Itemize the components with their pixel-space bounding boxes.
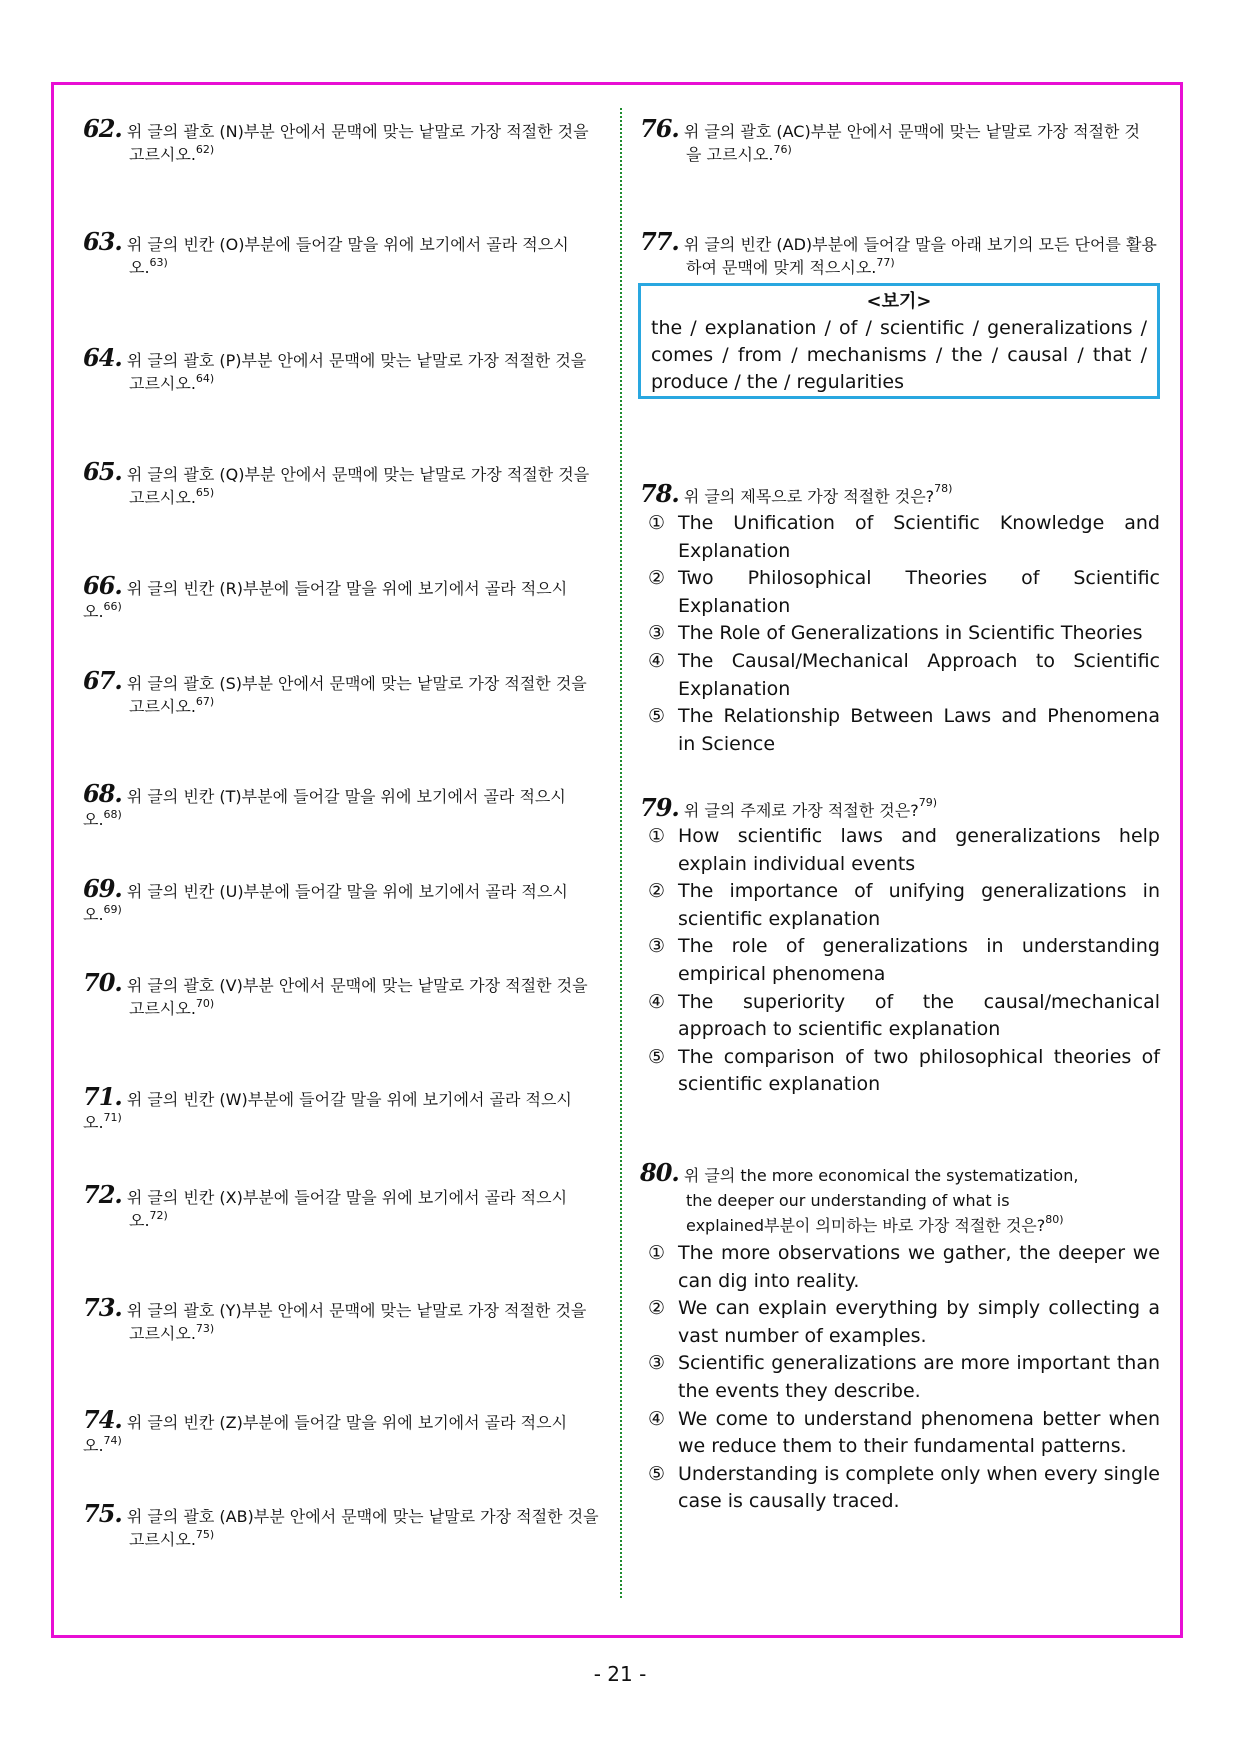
footnote-ref: 65) bbox=[195, 486, 215, 499]
question-number: 75. bbox=[83, 1499, 122, 1528]
option-text: The Relationship Between Laws and Phenomena in Science bbox=[678, 705, 1160, 755]
option-marker: ③ bbox=[648, 935, 666, 958]
option-text: The more observations we gather, the deeper we can dig into reality. bbox=[678, 1242, 1160, 1292]
question-text: 위 글의 제목으로 가장 적절한 것은? bbox=[683, 487, 935, 506]
question-78 bbox=[640, 479, 1160, 508]
question-text-cont: 고르시오. bbox=[129, 145, 196, 164]
question-72 bbox=[83, 1180, 603, 1232]
question-number: 76. bbox=[640, 114, 679, 143]
option-text: The importance of unifying generalizations in scientific explanation bbox=[678, 880, 1160, 930]
option-5[interactable] bbox=[648, 1044, 1160, 1099]
question-65 bbox=[83, 457, 603, 509]
bogi-title: <보기> bbox=[866, 291, 932, 312]
question-text: 위 글의 괄호 (V)부분 안에서 문맥에 맞는 낱말로 가장 적절한 것을 bbox=[126, 976, 588, 995]
footnote-ref: 74) bbox=[103, 1434, 122, 1447]
question-text-cont: 하여 문맥에 맞게 적으시오. bbox=[686, 258, 877, 277]
option-marker: ② bbox=[648, 567, 666, 590]
question-71 bbox=[83, 1082, 603, 1134]
question-text: 위 글의 the more economical the systematization, bbox=[683, 1166, 1079, 1185]
question-70 bbox=[83, 968, 603, 1020]
footnote-ref: 78) bbox=[934, 482, 953, 495]
option-marker: ⑤ bbox=[648, 705, 666, 728]
page-number: - 21 - bbox=[593, 1662, 647, 1686]
question-number: 67. bbox=[83, 666, 122, 695]
footnote-ref: 69) bbox=[103, 903, 122, 916]
option-2[interactable] bbox=[648, 565, 1160, 620]
question-text: 위 글의 빈칸 (O)부분에 들어갈 말을 위에 보기에서 골라 적으시 bbox=[126, 235, 569, 254]
option-text: The superiority of the causal/mechanical approach to scientific explanation bbox=[678, 990, 1160, 1041]
question-text: 위 글의 괄호 (AC)부분 안에서 문맥에 맞는 낱말로 가장 적절한 것 bbox=[683, 122, 1140, 141]
option-marker: ① bbox=[648, 825, 666, 847]
option-2[interactable] bbox=[648, 878, 1160, 933]
question-text: 위 글의 빈칸 (X)부분에 들어갈 말을 위에 보기에서 골라 적으시 bbox=[126, 1188, 568, 1207]
footnote-ref: 80) bbox=[1045, 1213, 1064, 1226]
footnote-ref: 75) bbox=[195, 1528, 215, 1541]
bogi-words: the / explanation / of / scientific / generalizations / comes / from / mechanisms / the / causal / that / produce / the / regularities bbox=[651, 317, 1147, 393]
question-66 bbox=[83, 571, 603, 623]
option-3[interactable] bbox=[648, 933, 1160, 988]
option-marker: ④ bbox=[648, 649, 666, 672]
bogi-box bbox=[638, 283, 1160, 399]
footnote-ref: 67) bbox=[195, 695, 215, 708]
option-1[interactable] bbox=[648, 510, 1160, 565]
question-76 bbox=[640, 114, 1160, 166]
footnote-ref: 68) bbox=[103, 808, 122, 821]
option-1[interactable] bbox=[648, 823, 1160, 878]
question-63 bbox=[83, 227, 603, 279]
question-number: 66. bbox=[83, 571, 122, 600]
question-number: 78. bbox=[640, 479, 679, 508]
option-marker: ④ bbox=[648, 990, 666, 1013]
footnote-ref: 71) bbox=[103, 1111, 122, 1124]
question-67 bbox=[83, 666, 603, 718]
options-80 bbox=[648, 1240, 1160, 1516]
column-divider bbox=[620, 108, 622, 1598]
option-text: Scientific generalizations are more important than the events they describe. bbox=[678, 1352, 1160, 1402]
option-text: Understanding is complete only when every single case is causally traced. bbox=[678, 1462, 1160, 1513]
option-3[interactable] bbox=[648, 1350, 1160, 1405]
question-69 bbox=[83, 874, 603, 926]
question-77 bbox=[640, 227, 1160, 279]
question-73 bbox=[83, 1293, 603, 1345]
footnote-ref: 73) bbox=[195, 1322, 215, 1335]
question-text: 위 글의 빈칸 (T)부분에 들어갈 말을 위에 보기에서 골라 적으시오. bbox=[83, 787, 566, 829]
option-marker: ③ bbox=[648, 622, 666, 645]
footnote-ref: 64) bbox=[195, 372, 215, 385]
question-80 bbox=[640, 1160, 1160, 1238]
question-number: 63. bbox=[83, 227, 122, 256]
question-text-cont: 고르시오. bbox=[129, 488, 196, 507]
option-2[interactable] bbox=[648, 1295, 1160, 1350]
option-text: We can explain everything by simply collecting a vast number of examples. bbox=[678, 1297, 1160, 1347]
question-text: 위 글의 괄호 (N)부분 안에서 문맥에 맞는 낱말로 가장 적절한 것을 bbox=[126, 122, 589, 141]
question-62 bbox=[83, 114, 603, 166]
question-number: 73. bbox=[83, 1293, 122, 1322]
question-74 bbox=[83, 1405, 603, 1457]
question-text: 위 글의 괄호 (S)부분 안에서 문맥에 맞는 낱말로 가장 적절한 것을 bbox=[126, 674, 587, 693]
question-number: 62. bbox=[83, 114, 122, 143]
question-text: 위 글의 괄호 (Y)부분 안에서 문맥에 맞는 낱말로 가장 적절한 것을 bbox=[126, 1301, 587, 1320]
question-number: 71. bbox=[83, 1082, 122, 1111]
option-5[interactable] bbox=[648, 1461, 1160, 1516]
option-marker: ④ bbox=[648, 1407, 666, 1430]
option-marker: ③ bbox=[648, 1352, 666, 1375]
option-4[interactable] bbox=[648, 1406, 1160, 1461]
option-text: The comparison of two philosophical theories of scientific explanation bbox=[678, 1045, 1160, 1096]
question-text-cont: 오. bbox=[129, 1211, 150, 1230]
footnote-ref: 77) bbox=[876, 256, 895, 269]
question-75 bbox=[83, 1499, 603, 1551]
option-text: The Role of Generalizations in Scientific Theories bbox=[678, 622, 1143, 645]
question-79 bbox=[640, 793, 1160, 822]
option-text: We come to understand phenomena better when we reduce them to their fundamental patterns. bbox=[678, 1407, 1160, 1458]
question-text: 위 글의 빈칸 (W)부분에 들어갈 말을 위에 보기에서 골라 적으시오. bbox=[83, 1090, 572, 1132]
footnote-ref: 62) bbox=[195, 143, 215, 156]
question-number: 69. bbox=[83, 874, 122, 903]
footnote-ref: 72) bbox=[149, 1209, 168, 1222]
footnote-ref: 76) bbox=[773, 143, 792, 156]
option-marker: ① bbox=[648, 512, 666, 534]
question-number: 74. bbox=[83, 1405, 122, 1434]
option-text: The Causal/Mechanical Approach to Scientific Explanation bbox=[678, 649, 1160, 700]
option-4[interactable] bbox=[648, 648, 1160, 703]
option-1[interactable] bbox=[648, 1240, 1160, 1295]
question-number: 64. bbox=[83, 343, 122, 372]
question-text-cont: 고르시오. bbox=[129, 1530, 196, 1549]
option-text: The role of generalizations in understanding empirical phenomena bbox=[678, 935, 1160, 985]
option-3[interactable] bbox=[648, 620, 1160, 648]
question-text: 위 글의 빈칸 (R)부분에 들어갈 말을 위에 보기에서 골라 적으시오. bbox=[83, 579, 568, 621]
question-number: 65. bbox=[83, 457, 122, 486]
question-text-cont: 을 고르시오. bbox=[686, 145, 774, 164]
question-number: 80. bbox=[640, 1158, 679, 1187]
option-marker: ⑤ bbox=[648, 1045, 666, 1068]
question-text: 위 글의 괄호 (AB)부분 안에서 문맥에 맞는 낱말로 가장 적절한 것을 bbox=[126, 1507, 599, 1526]
question-text: 위 글의 빈칸 (AD)부분에 들어갈 말을 아래 보기의 모든 단어를 활용 bbox=[683, 235, 1157, 254]
option-text: The Unification of Scientific Knowledge and Explanation bbox=[678, 512, 1160, 562]
options-78 bbox=[648, 510, 1160, 758]
question-text-cont: 오. bbox=[129, 258, 150, 277]
question-64 bbox=[83, 343, 603, 395]
question-number: 68. bbox=[83, 779, 122, 808]
question-text-cont: 고르시오. bbox=[129, 697, 196, 716]
option-marker: ⑤ bbox=[648, 1462, 666, 1485]
footnote-ref: 70) bbox=[195, 997, 215, 1010]
question-text-cont: 고르시오. bbox=[129, 999, 196, 1018]
footnote-ref: 79) bbox=[918, 796, 938, 809]
question-text: 위 글의 괄호 (P)부분 안에서 문맥에 맞는 낱말로 가장 적절한 것을 bbox=[126, 351, 587, 370]
footnote-ref: 66) bbox=[103, 600, 122, 613]
question-text: 위 글의 주제로 가장 적절한 것은? bbox=[683, 801, 919, 820]
footnote-ref: 63) bbox=[149, 256, 168, 269]
option-marker: ② bbox=[648, 1297, 666, 1320]
option-marker: ① bbox=[648, 1242, 666, 1264]
question-number: 79. bbox=[640, 793, 679, 822]
question-text: 위 글의 괄호 (Q)부분 안에서 문맥에 맞는 낱말로 가장 적절한 것을 bbox=[126, 465, 590, 484]
option-5[interactable] bbox=[648, 703, 1160, 758]
question-number: 70. bbox=[83, 968, 122, 997]
question-text-cont: explained부분이 의미하는 바로 가장 적절한 것은? bbox=[686, 1216, 1046, 1235]
question-text-cont: the deeper our understanding of what is bbox=[686, 1191, 1010, 1210]
question-text: 위 글의 빈칸 (U)부분에 들어갈 말을 위에 보기에서 골라 적으시오. bbox=[83, 882, 568, 924]
option-text: How scientific laws and generalizations help explain individual events bbox=[678, 825, 1160, 875]
option-4[interactable] bbox=[648, 989, 1160, 1044]
question-number: 72. bbox=[83, 1180, 122, 1209]
option-text: Two Philosophical Theories of Scientific Explanation bbox=[678, 567, 1160, 617]
question-68 bbox=[83, 779, 603, 831]
question-number: 77. bbox=[640, 227, 679, 256]
options-79 bbox=[648, 823, 1160, 1099]
question-text-cont: 고르시오. bbox=[129, 374, 196, 393]
question-text-cont: 고르시오. bbox=[129, 1324, 196, 1343]
option-marker: ② bbox=[648, 880, 666, 903]
question-text: 위 글의 빈칸 (Z)부분에 들어갈 말을 위에 보기에서 골라 적으시오. bbox=[83, 1413, 568, 1455]
